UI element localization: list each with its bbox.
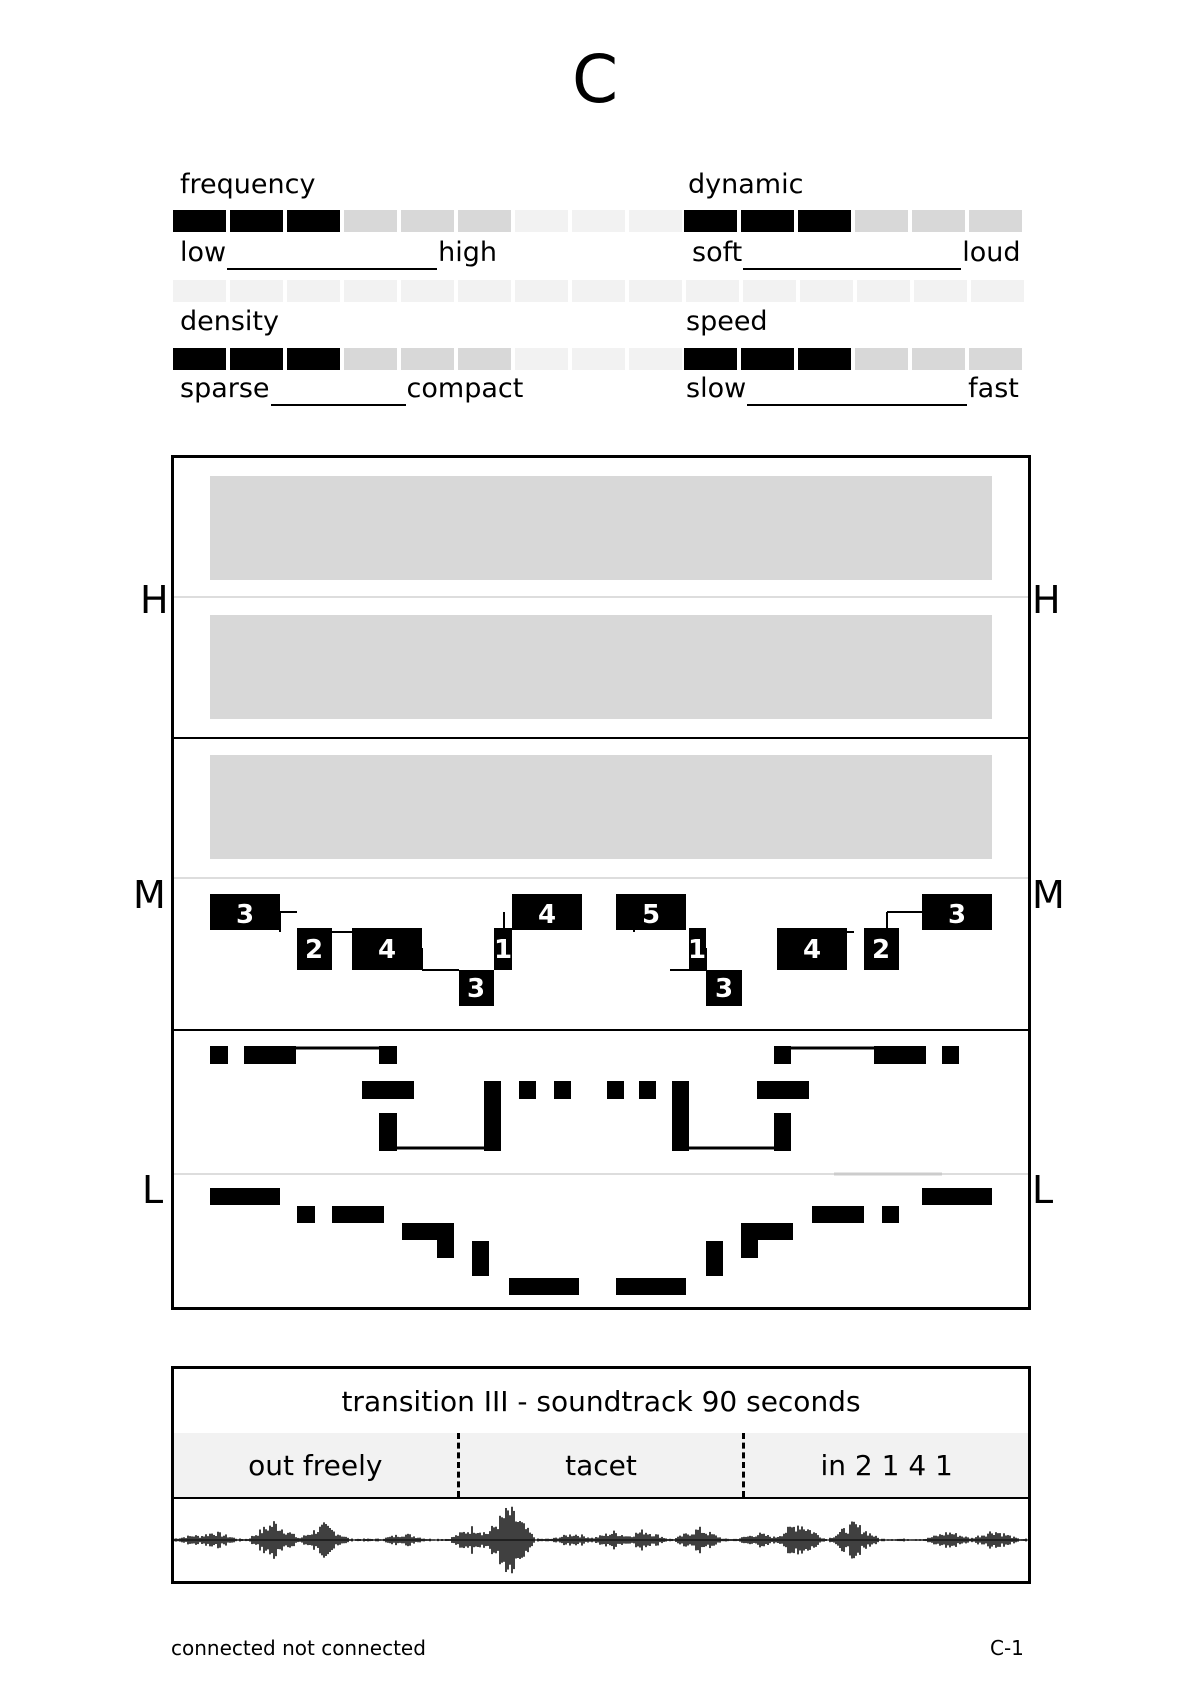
density-high-label: compact [406,373,524,404]
speed-low-label: slow [686,373,747,404]
frequency-high-label: high [438,237,497,268]
meter-segment [969,210,1022,232]
density-range [180,372,523,406]
meter-segment [629,210,682,232]
level-h-left: H [140,578,169,622]
meter-segment [855,210,908,232]
graphic-score [171,455,1031,1310]
meter-segment [230,348,283,370]
meter-segment [515,348,568,370]
meter-segment [572,210,625,232]
level-m-right: M [1032,873,1065,917]
m-number-3: 4 [377,935,397,965]
meter-segment [401,210,454,232]
meter-segment [173,280,226,302]
meter-segment [629,280,682,302]
meter-segment [912,348,965,370]
cell-out-freely: out freely [174,1433,460,1497]
m-number-4: 3 [466,974,486,1004]
dynamic-meter [684,210,1022,232]
meter-segment [855,348,908,370]
m-number-1: 3 [235,900,255,930]
soundtrack-waveform [174,1499,1028,1581]
level-m-left: M [133,873,166,917]
level-l-right: L [1032,1168,1054,1212]
meter-segment [800,280,853,302]
page-number: C-1 [990,1636,1024,1660]
density-low-label: sparse [180,373,270,404]
m-number-6: 4 [537,900,557,930]
m-number-12: 3 [947,900,967,930]
transition-box [171,1366,1031,1584]
meter-segment [230,280,283,302]
transition-cells [174,1433,1028,1499]
meter-segment [912,210,965,232]
page-title: C [571,41,619,118]
dynamic-high-label: loud [962,237,1021,268]
cell-in-sequence: in 2 1 4 1 [820,1448,953,1482]
meter-segment [515,280,568,302]
frequency-low-label: low [180,237,227,268]
speed-high-label: fast [968,373,1019,404]
meter-segment [971,280,1024,302]
cell-tacet: tacet [460,1433,746,1497]
transition-title: transition III - soundtrack 90 seconds [174,1369,1028,1435]
meter-segment [684,210,737,232]
m-number-8: 1 [687,935,707,965]
band-h-upper [210,476,992,580]
meter-segment [173,348,226,370]
meter-segment [344,210,397,232]
dynamic-range [692,236,1020,270]
meter-segment [287,280,340,302]
m-number-5: 1 [493,935,513,965]
dynamic-low-label: soft [692,237,743,268]
m-number-11: 2 [871,935,891,965]
l-upper-motif [210,1046,959,1151]
frequency-range [180,236,497,270]
meter-segment [798,210,851,232]
footer-left-text: connected not connected [171,1636,426,1660]
frequency-meter [173,210,682,232]
speed-label: speed [686,306,768,337]
speed-meter [684,348,1022,370]
separator-meter [173,280,1024,302]
band-m-upper [210,755,992,859]
meter-segment [287,210,340,232]
meter-segment [743,280,796,302]
density-meter [173,348,682,370]
speed-range [686,372,1019,406]
meter-segment [914,280,967,302]
meter-segment [629,348,682,370]
meter-segment [572,348,625,370]
meter-segment [857,280,910,302]
m-number-9: 3 [714,974,734,1004]
score-svg [174,458,1028,1307]
frequency-label: frequency [180,169,316,200]
meter-segment [458,348,511,370]
meter-segment [287,348,340,370]
meter-segment [686,280,739,302]
meter-segment [344,348,397,370]
meter-segment [515,210,568,232]
meter-segment [458,280,511,302]
meter-segment [798,348,851,370]
density-label: density [180,306,279,337]
l-lower-motif [210,1188,992,1295]
meter-segment [969,348,1022,370]
band-h-lower [210,615,992,719]
meter-segment [344,280,397,302]
meter-segment [458,210,511,232]
meter-segment [230,210,283,232]
dynamic-label: dynamic [688,169,804,200]
meter-segment [684,348,737,370]
meter-segment [401,280,454,302]
m-number-2: 2 [304,935,324,965]
meter-segment [741,210,794,232]
meter-segment [572,280,625,302]
meter-segment [401,348,454,370]
m-number-10: 4 [802,935,822,965]
m-number-7: 5 [641,900,661,930]
level-h-right: H [1032,578,1061,622]
meter-segment [173,210,226,232]
meter-segment [741,348,794,370]
level-l-left: L [142,1168,164,1212]
